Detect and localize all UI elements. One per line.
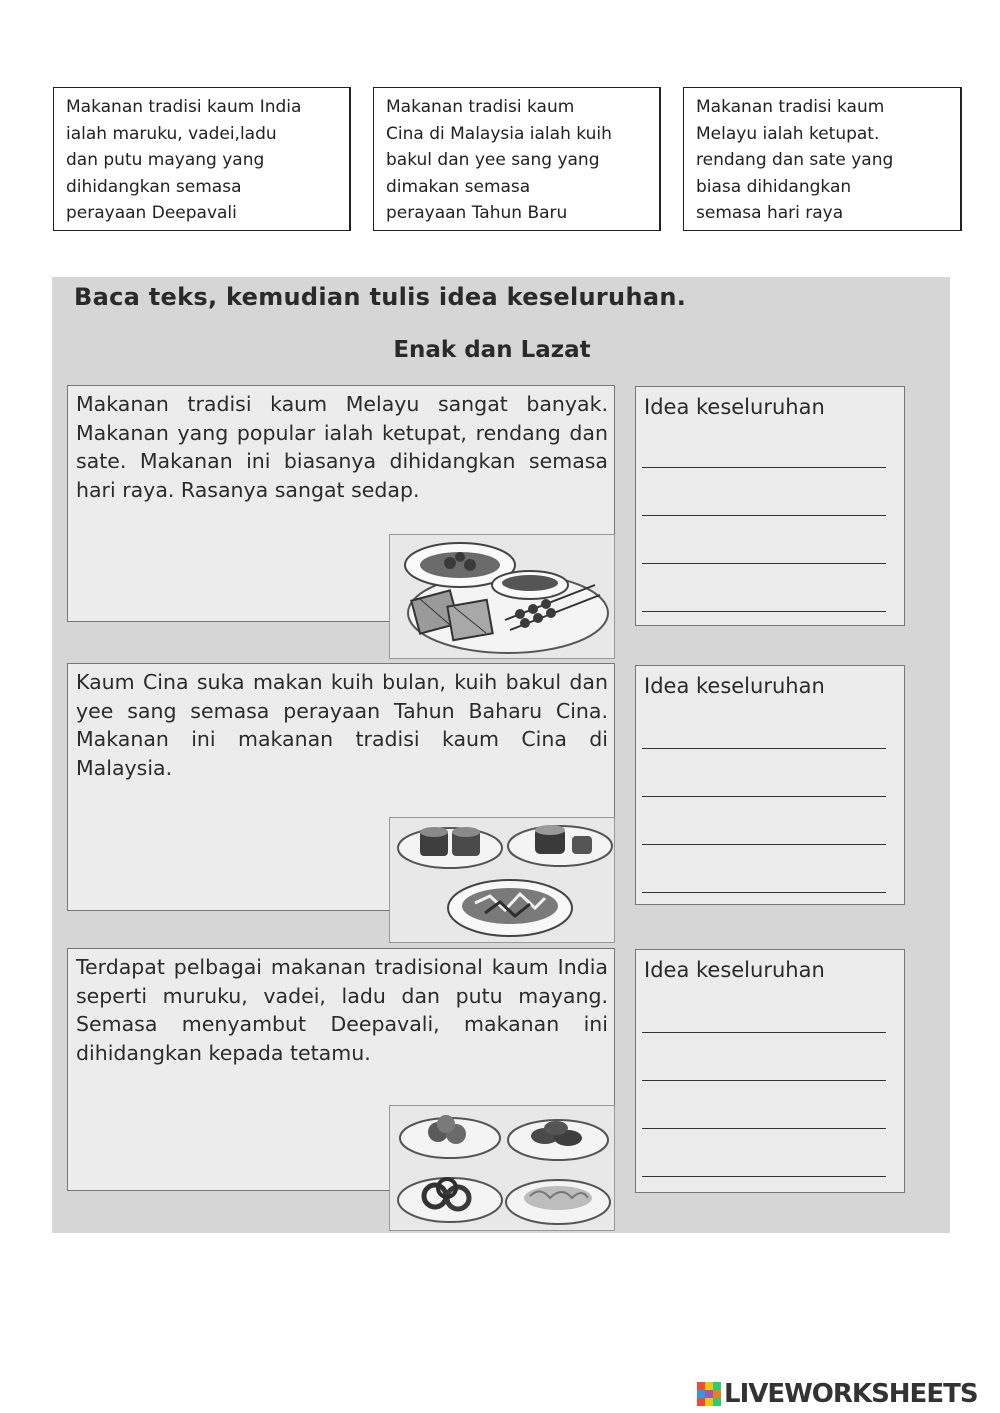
worksheet-title: Enak dan Lazat: [393, 337, 591, 363]
mooncake-yeesang-icon: [389, 817, 615, 943]
answer-line[interactable]: [642, 892, 886, 893]
answer-line[interactable]: [642, 515, 886, 516]
idea-label: Idea keseluruhan: [644, 958, 825, 982]
answer-line[interactable]: [642, 748, 886, 749]
answer-line[interactable]: [642, 1128, 886, 1129]
answer-line[interactable]: [642, 1032, 886, 1033]
answer-line[interactable]: [642, 796, 886, 797]
answer-card-melayu[interactable]: Makanan tradisi kaum Melayu ialah ketupat. rendang dan sate yang biasa dihidangkan semasa hari raya: [683, 87, 962, 231]
idea-box-2: [635, 665, 905, 905]
passage-text: Makanan tradisi kaum Melayu sangat banyak. Makanan yang popular ialah ketupat, rendang dan sate. Makanan ini biasanya dihidangkan semasa hari raya. Rasanya sangat sedap.: [76, 392, 608, 502]
idea-label: Idea keseluruhan: [644, 395, 825, 419]
idea-box-3: [635, 949, 905, 1193]
worksheet-scan: [52, 277, 950, 1233]
idea-label: Idea keseluruhan: [644, 674, 825, 698]
answer-line[interactable]: [642, 611, 886, 612]
instruction-heading: Baca teks, kemudian tulis idea keseluruhan.: [74, 283, 687, 311]
answer-line[interactable]: [642, 467, 886, 468]
answer-card-cina[interactable]: Makanan tradisi kaum Cina di Malaysia ialah kuih bakul dan yee sang yang dimakan semasa perayaan Tahun Baru: [373, 87, 661, 231]
answer-card-india[interactable]: Makanan tradisi kaum India ialah maruku, vadei,ladu dan putu mayang yang dihidangkan semasa perayaan Deepavali: [53, 87, 351, 231]
muruku-vadei-ladu-icon: [389, 1105, 615, 1231]
ketupat-sate-rendang-icon: [389, 534, 615, 659]
passage-text: Kaum Cina suka makan kuih bulan, kuih bakul dan yee sang semasa perayaan Tahun Baharu Cina. Makanan ini makanan tradisi kaum Cina di Malaysia.: [76, 670, 608, 780]
answer-line[interactable]: [642, 563, 886, 564]
liveworksheets-logo-icon: [697, 1382, 721, 1406]
logo-text: LIVEWORKSHEETS: [724, 1379, 978, 1409]
idea-box-1: [635, 386, 905, 626]
passage-text: Terdapat pelbagai makanan tradisional kaum India seperti muruku, vadei, ladu dan putu mayang. Semasa menyambut Deepavali, makanan ini dihidangkan kepada tetamu.: [76, 955, 608, 1065]
answer-line[interactable]: [642, 1080, 886, 1081]
answer-line[interactable]: [642, 844, 886, 845]
liveworksheets-logo: [697, 1379, 978, 1409]
answer-line[interactable]: [642, 1176, 886, 1177]
